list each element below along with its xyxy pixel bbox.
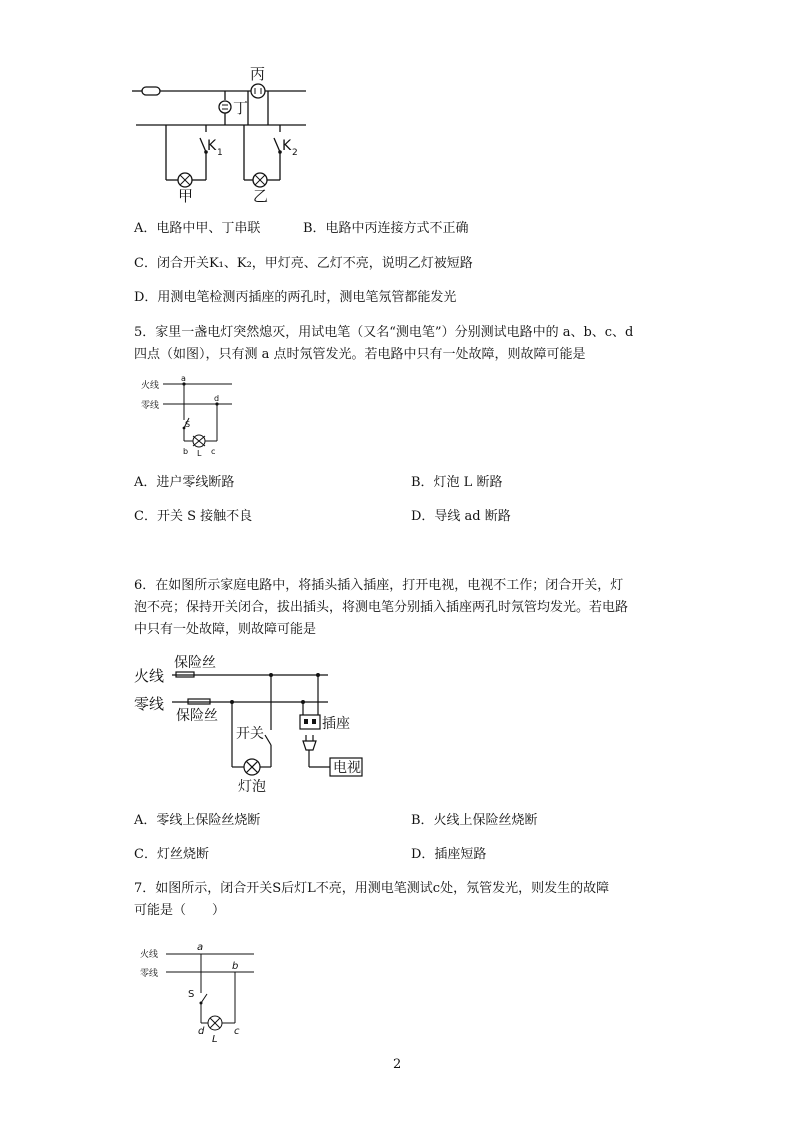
q6-stem-line1: 6．在如图所示家庭电路中，将插头插入插座，打开电视，电视不工作；闭合开关，灯 [134, 578, 624, 593]
q5-option-a: A．进户零线断路 [134, 475, 235, 490]
q5-label-a: a [181, 374, 186, 383]
q5-option-d: D．导线 ad 断路 [411, 509, 511, 524]
q5-stem-line2: 四点（如图），只有测 a 点时氖管发光。若电路中只有一处故障，则故障可能是 [134, 347, 586, 362]
label-k1: K [207, 138, 217, 154]
label-jia: 甲 [178, 187, 194, 205]
q7-label-a: a [197, 942, 204, 953]
label-k1-sub: 1 [217, 148, 223, 158]
q7-label-lingxian: 零线 [140, 969, 159, 979]
q4-option-c: C．闭合开关K₁、K₂，甲灯亮、乙灯不亮，说明乙灯被短路 [134, 256, 473, 271]
q6-label-fuse-neutral: 保险丝 [176, 708, 218, 724]
q5-stem-line1: 5．家里一盏电灯突然熄灭，用试电笔（又名“测电笔”）分别测试电路中的 a、b、c、d [134, 325, 634, 340]
page-number: 2 [393, 1057, 402, 1072]
q6-option-d: D．插座短路 [411, 847, 487, 862]
q6-option-b: B．火线上保险丝烧断 [411, 813, 538, 828]
q7-stem-line2: 可能是（ ） [134, 903, 226, 918]
q6-label-switch: 开关 [236, 726, 264, 742]
label-yi: 乙 [253, 187, 269, 205]
q5-label-d: d [214, 394, 220, 403]
q6-stem-line2: 泡不亮；保持开关闭合，拔出插头，将测电笔分别插入插座两孔时氖管均发光。若电路 [134, 600, 629, 615]
q5-label-l: L [197, 449, 202, 458]
q6-stem-line3: 中只有一处故障，则故障可能是 [134, 622, 317, 637]
q6-label-bulb: 灯泡 [238, 779, 266, 795]
q4-option-d: D．用测电笔检测丙插座的两孔时，测电笔氖管都能发光 [134, 290, 457, 305]
label-k2-sub: 2 [292, 148, 298, 158]
q7-label-huoxian: 火线 [140, 950, 159, 960]
q5-label-huoxian: 火线 [141, 381, 160, 391]
q6-label-socket: 插座 [322, 716, 350, 732]
q6-label-huoxian: 火线 [134, 667, 165, 685]
q7-label-c: c [234, 1026, 240, 1037]
label-ding: 丁 [233, 99, 249, 117]
q5-label-lingxian: 零线 [141, 401, 160, 411]
q6-label-tv: 电视 [333, 760, 361, 776]
q7-label-s: S [188, 989, 195, 1000]
q4-option-a: A．电路中甲、丁串联 [134, 221, 261, 236]
q7-label-d: d [198, 1026, 205, 1037]
q6-option-a: A．零线上保险丝烧断 [134, 813, 261, 828]
q6-label-lingxian: 零线 [134, 695, 165, 713]
q5-label-s: S [185, 420, 191, 429]
label-bing: 丙 [250, 65, 266, 83]
q6-label-fuse-live: 保险丝 [174, 655, 216, 671]
q5-label-b: b [183, 447, 189, 456]
q7-stem-line1: 7．如图所示，闭合开关S后灯L不亮，用测电笔测试c处，氖管发光，则发生的故障 [134, 881, 610, 896]
q7-label-l: L [212, 1034, 218, 1045]
q7-label-b: b [232, 961, 239, 972]
q5-option-c: C．开关 S 接触不良 [134, 509, 253, 524]
q4-option-b: B．电路中丙连接方式不正确 [303, 221, 469, 236]
q5-label-c: c [211, 447, 216, 456]
q6-option-c: C．灯丝烧断 [134, 847, 209, 862]
label-k2: K [282, 138, 292, 154]
q5-option-b: B．灯泡 L 断路 [411, 475, 503, 490]
